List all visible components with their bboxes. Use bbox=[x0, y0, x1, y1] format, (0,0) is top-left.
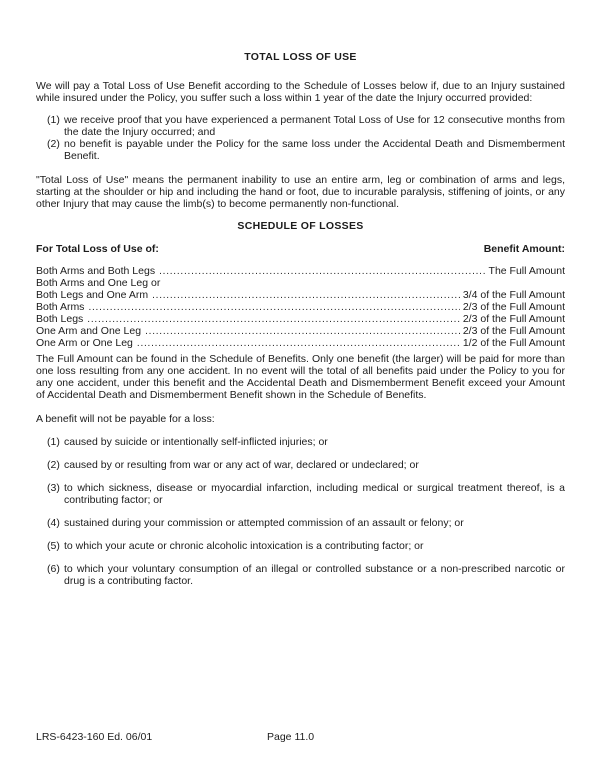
list-item bbox=[36, 563, 565, 587]
list-item bbox=[36, 436, 565, 448]
item-number: (2) bbox=[47, 138, 60, 150]
loss-label: Both Legs and One Arm bbox=[36, 289, 149, 301]
loss-label: One Arm or One Leg bbox=[36, 337, 133, 349]
table-row bbox=[36, 289, 565, 301]
schedule-right-header: Benefit Amount: bbox=[483, 243, 565, 255]
item-number: (2) bbox=[47, 459, 60, 471]
loss-label: One Arm and One Leg bbox=[36, 325, 142, 337]
item-text: to which your acute or chronic alcoholic intoxication is a contributing factor; or bbox=[64, 540, 424, 552]
item-number: (4) bbox=[47, 517, 60, 529]
item-number: (5) bbox=[47, 540, 60, 552]
item-number: (6) bbox=[47, 563, 60, 575]
schedule-column-headers bbox=[36, 243, 565, 255]
schedule-table bbox=[36, 265, 565, 349]
loss-label: Both Legs bbox=[36, 313, 84, 325]
item-text: caused by suicide or intentionally self-inflicted injuries; or bbox=[64, 436, 328, 448]
list-item bbox=[36, 482, 565, 506]
table-row bbox=[36, 313, 565, 325]
definition-paragraph: "Total Loss of Use" means the permanent inability to use an entire arm, leg or combination of arms and legs, starting at the shoulder or hip and including the hand or foot, due to incurable paralysis, stiffening of joints, or any other Injury that may cause the limb(s) to become permanently non-functional. bbox=[36, 174, 565, 210]
item-text: no benefit is payable under the Policy for the same loss under the Accidental Death and Dismemberment Benefit. bbox=[64, 138, 565, 162]
dot-leader bbox=[137, 337, 460, 350]
item-number: (1) bbox=[47, 436, 60, 448]
page-number: Page 11.0 bbox=[267, 731, 315, 743]
benefit-amount: 3/4 of the Full Amount bbox=[462, 289, 565, 301]
item-text: to which your voluntary consumption of an illegal or controlled substance or a non-prescribed narcotic or drug is a contributing factor. bbox=[64, 563, 565, 587]
exclusions-intro: A benefit will not be payable for a loss: bbox=[36, 413, 215, 425]
item-text: to which sickness, disease or myocardial infarction, including medical or surgical treatment thereof, is a contributing factor; or bbox=[64, 482, 565, 506]
item-number: (3) bbox=[47, 482, 60, 494]
loss-label: Both Arms and Both Legs bbox=[36, 265, 156, 277]
benefit-amount: 2/3 of the Full Amount bbox=[462, 325, 565, 337]
table-row bbox=[36, 265, 565, 277]
intro-conditions-list bbox=[36, 114, 565, 162]
list-item bbox=[36, 517, 565, 529]
item-text: sustained during your commission or attempted commission of an assault or felony; or bbox=[64, 517, 464, 529]
schedule-heading: SCHEDULE OF LOSSES bbox=[237, 220, 364, 232]
list-item bbox=[36, 540, 565, 552]
intro-paragraph: We will pay a Total Loss of Use Benefit according to the Schedule of Losses below if, due to an Injury sustained while insured under the Policy, you suffer such a loss within 1 year of the date the Injury occurred provided: bbox=[36, 80, 565, 104]
list-item bbox=[36, 114, 565, 138]
list-item bbox=[36, 138, 565, 162]
exclusions-list bbox=[36, 436, 565, 587]
table-row bbox=[36, 301, 565, 313]
list-item bbox=[36, 459, 565, 471]
form-number: LRS-6423-160 Ed. 06/01 bbox=[36, 731, 153, 743]
loss-label: Both Arms and One Leg or bbox=[36, 277, 161, 289]
dot-leader bbox=[159, 265, 485, 278]
benefit-amount: The Full Amount bbox=[488, 265, 565, 277]
table-row bbox=[36, 277, 565, 289]
item-text: caused by or resulting from war or any act of war, declared or undeclared; or bbox=[64, 459, 419, 471]
page-title: TOTAL LOSS OF USE bbox=[244, 51, 357, 63]
table-row bbox=[36, 337, 565, 349]
item-text: we receive proof that you have experienced a permanent Total Loss of Use for 12 consecutive months from the date the Injury occurred; and bbox=[64, 114, 565, 138]
benefit-amount: 2/3 of the Full Amount bbox=[462, 313, 565, 325]
benefit-amount: 2/3 of the Full Amount bbox=[462, 301, 565, 313]
loss-label: Both Arms bbox=[36, 301, 85, 313]
full-amount-paragraph: The Full Amount can be found in the Schedule of Benefits. Only one benefit (the larger) will be paid for more than one loss resulting from any one accident. In no event will the total of all benefits paid under the Policy to you for any one accident, under this benefit and the Accidental Death and Dismemberment Benefit exceed your Amount of Accidental Death and Dismemberment Benefit shown in the Schedule of Benefits. bbox=[36, 353, 565, 401]
benefit-amount: 1/2 of the Full Amount bbox=[462, 337, 565, 349]
schedule-left-header: For Total Loss of Use of: bbox=[36, 243, 159, 255]
table-row bbox=[36, 325, 565, 337]
item-number: (1) bbox=[47, 114, 60, 126]
page-footer bbox=[36, 731, 565, 743]
